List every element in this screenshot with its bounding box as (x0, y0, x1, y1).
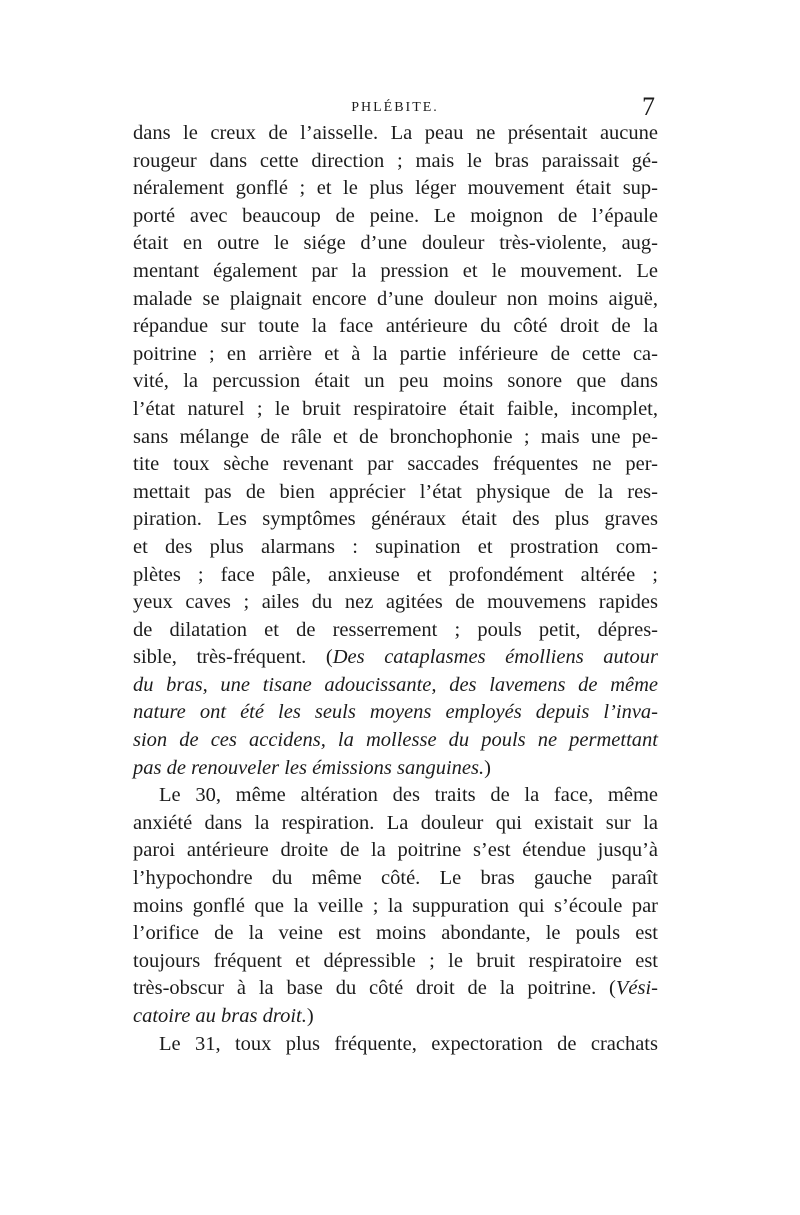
text-line: malade se plaignait encore d’une douleur non moins aiguë, (133, 287, 658, 310)
roman-run: ) (306, 1005, 314, 1027)
text-line: mettait pas de bien apprécier l’état physique de la res- (133, 480, 658, 503)
text-line: toujours fréquent et dépressible ; le bruit respiratoire est (133, 949, 658, 972)
text-line: dans le creux de l’aisselle. La peau ne présentait aucune (133, 122, 658, 144)
paragraph-first-line: Le 31, toux plus fréquente, expectoration de crachats (159, 1032, 658, 1055)
italic-run: Vési- (615, 977, 658, 1000)
text-line: vité, la percussion était un peu moins sonore que dans (133, 370, 658, 393)
roman-run: ) (484, 756, 491, 779)
italic-line: sion de ces accidens, la mollesse du pouls ne permettant (133, 729, 658, 752)
text-line: porté avec beaucoup de peine. Le moignon de l’épaule (133, 204, 658, 227)
text-line: l’hypochondre du même côté. Le bras gauche paraît (133, 867, 658, 890)
text-line: plètes ; face pâle, anxieuse et profondément altérée ; (133, 563, 658, 586)
text-line: et des plus alarmans : supination et prostration com- (133, 535, 658, 558)
text-line: tite toux sèche revenant par saccades fréquentes ne per- (133, 453, 658, 476)
text-line: l’orifice de la veine est moins abondante, le pouls est (133, 922, 658, 945)
text-line: rougeur dans cette direction ; mais le bras paraissait gé- (133, 149, 658, 172)
text-line: yeux caves ; ailes du nez agitées de mouvemens rapides (133, 591, 658, 614)
text-line: de dilatation et de resserrement ; pouls petit, dépres- (133, 618, 658, 641)
italic-line: du bras, une tisane adoucissante, des lavemens de même (133, 673, 658, 696)
text-line: sans mélange de râle et de bronchophonie ; mais une pe- (133, 425, 658, 448)
italic-run: catoire au bras droit. (133, 1005, 307, 1027)
text-line: était en outre le siége d’une douleur très-violente, aug- (133, 232, 658, 255)
roman-run: sible, très-fréquent. ( (133, 646, 333, 669)
running-title: PHLÉBITE. (351, 100, 439, 115)
text-line: mentant également par la pression et le mouvement. Le (133, 259, 658, 282)
page-number: 7 (642, 92, 655, 121)
text-line: l’état naturel ; le bruit respiratoire était faible, incomplet, (133, 397, 658, 420)
roman-run: très-obscur à la base du côté droit de la poitrine. ( (133, 977, 616, 1000)
text-line-mixed (133, 755, 658, 783)
text-line: piration. Les symptômes généraux était des plus graves (133, 508, 658, 531)
italic-run: pas de renouveler les émissions sanguines. (133, 756, 485, 779)
text-line-mixed (133, 644, 658, 672)
italic-run: Des cataplasmes émolliens autour (332, 646, 658, 669)
paragraph-first-line: Le 30, même altération des traits de la face, même (159, 784, 658, 807)
text-line: paroi antérieure droite de la poitrine s’est étendue jusqu’à (133, 839, 658, 862)
text-line-mixed (133, 1003, 658, 1031)
text-line: anxiété dans la respiration. La douleur qui existait sur la (133, 811, 658, 834)
text-line-mixed (133, 975, 658, 1003)
text-line: néralement gonflé ; et le plus léger mouvement était sup- (133, 177, 658, 200)
body-text (133, 120, 658, 1058)
text-line: répandue sur toute la face antérieure du côté droit de la (133, 315, 658, 338)
text-line: poitrine ; en arrière et à la partie inférieure de cette ca- (133, 342, 658, 365)
text-line: moins gonflé que la veille ; la suppuration qui s’écoule par (133, 894, 658, 917)
italic-line: nature ont été les seuls moyens employés depuis l’inva- (133, 701, 658, 724)
